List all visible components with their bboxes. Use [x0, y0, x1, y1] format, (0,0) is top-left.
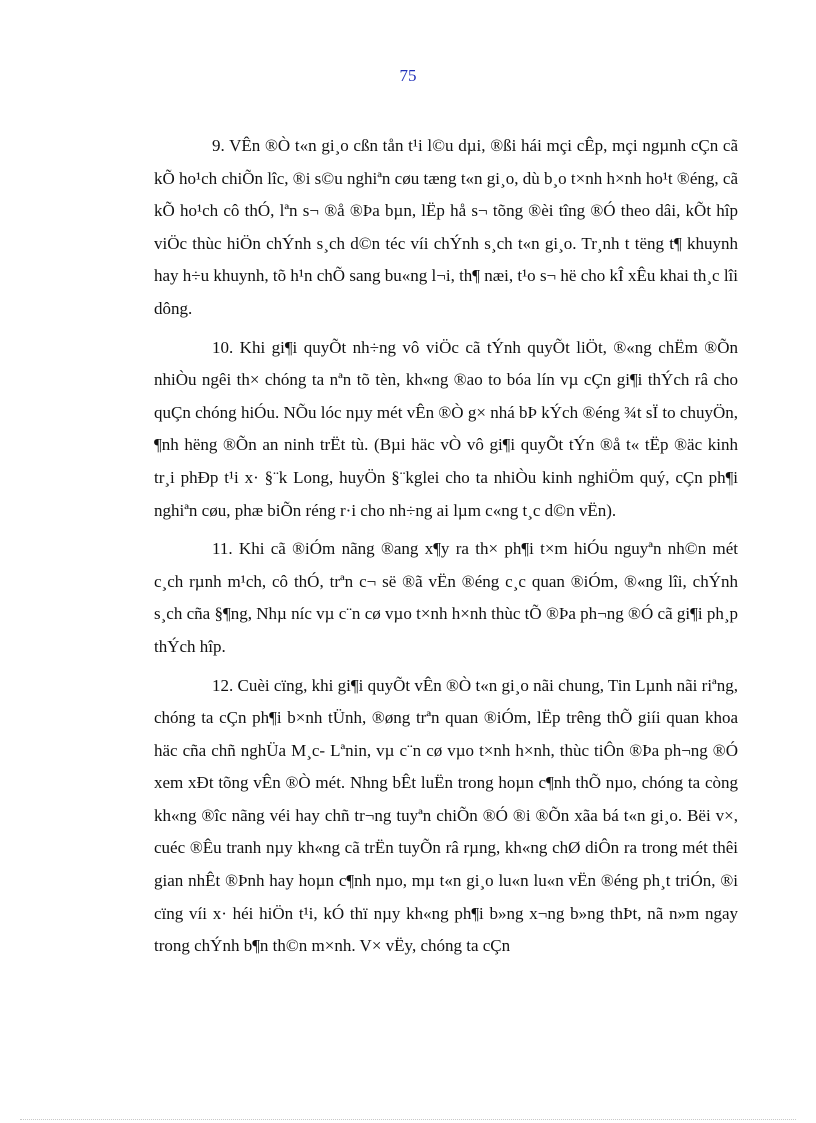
paragraph-11: 11. Khi cã ®iÓm nãng ®ang x¶y ra th× ph¶i t×m hiÓu nguyªn nh©n mét c¸ch rµnh m¹ch, cô thÓ, trªn c¬ së ®ã vËn ®éng c¸c quan ®iÓm, ®«ng lîi, chÝnh s¸ch cña §¶ng, Nhµ níc vµ c¨n cø vµo t×nh h×nh thùc tÕ ®Þa ph¬ng ®Ó cã gi¶i ph¸p thÝch hîp.: [154, 539, 738, 656]
paragraph-9: 9. VÊn ®Ò t«n gi¸o cßn tån t¹i l©u dµi, ®ßi hái mçi cÊp, mçi ngµnh cÇn cã kÕ ho¹ch chiÕn lîc, ®i s©u nghiªn cøu tæng t«n gi¸o, dù b¸o t×nh h×nh ho¹t ®éng, cã kÕ ho¹ch cô thÓ, lªn s¬ ®å ®Þa bµn, lËp hå s¬ tõng ®èi tîng ®Ó theo dâi, kÕt hîp viÖc thùc hiÖn chÝnh s¸ch d©n téc víi chÝnh s¸ch t«n gi¸o. Tr¸nh t tëng t¶ khuynh hay h÷u khuynh, tõ h¹n chÕ sang bu«ng l¬i, th¶ næi, t¹o s¬ hë cho kÎ xÊu khai th¸c lîi dông.: [154, 136, 738, 318]
page-number: 75: [399, 66, 417, 85]
page-bottom-divider: [20, 1119, 796, 1120]
paragraph-10: 10. Khi gi¶i quyÕt nh÷ng vô viÖc cã tÝnh quyÕt liÖt, ®«ng chËm ®Õn nhiÒu ngêi th× chóng ta nªn tõ tèn, kh«ng ®ao to bóa lín vµ cÇn gi¶i thÝch râ cho quÇn chóng hiÓu. NÕu lóc nµy mét vÊn ®Ò g× nhá bÞ kÝch ®éng ¾t sÏ to chuyÖn, ¶nh hëng ®Õn an ninh trËt tù. (Bµi häc vÒ vô gi¶i quyÕt tÝn ®å t« tËp ®äc kinh tr¸i phÐp t¹i x· §¨k Long, huyÖn §¨kglei cho ta nhiÒu kinh nghiÖm quý, cÇn ph¶i nghiªn cøu, phæ biÕn réng r·i cho nh÷ng ai lµm c«ng t¸c d©n vËn).: [154, 337, 738, 520]
body-text: [154, 130, 738, 963]
paragraph-12: 12. Cuèi cïng, khi gi¶i quyÕt vÊn ®Ò t«n gi¸o nãi chung, Tin Lµnh nãi riªng, chóng ta cÇn ph¶i b×nh tÜnh, ®øng trªn quan ®iÓm, lËp trêng thÕ giíi quan khoa häc cña chñ nghÜa M¸c- Lªnin, vµ c¨n cø vµo t×nh h×nh, thùc tiÔn ®Þa ph¬ng ®Ó xem xÐt tõng vÊn ®Ò mét. Nhng bÊt luËn trong hoµn c¶nh thÕ nµo, chóng ta còng kh«ng ®îc nãng véi hay chñ tr¬ng tuyªn chiÕn ®Ó ®i ®Õn xãa bá t«n gi¸o. Bëi v×, cuéc ®Êu tranh nµy kh«ng cã trËn tuyÕn râ rµng, kh«ng chØ diÔn ra trong mét thêi gian nhÊt ®Þnh hay hoµn c¶nh nµo, mµ t«n gi¸o lu«n lu«n vËn ®éng ph¸t triÓn, ®i cïng víi x· héi hiÖn t¹i, kÓ thï nµy kh«ng ph¶i b»ng x¬ng b»ng thÞt, nã n»m ngay trong chÝnh b¶n th©n m×nh. V× vËy, chóng ta cÇn: [154, 675, 738, 956]
